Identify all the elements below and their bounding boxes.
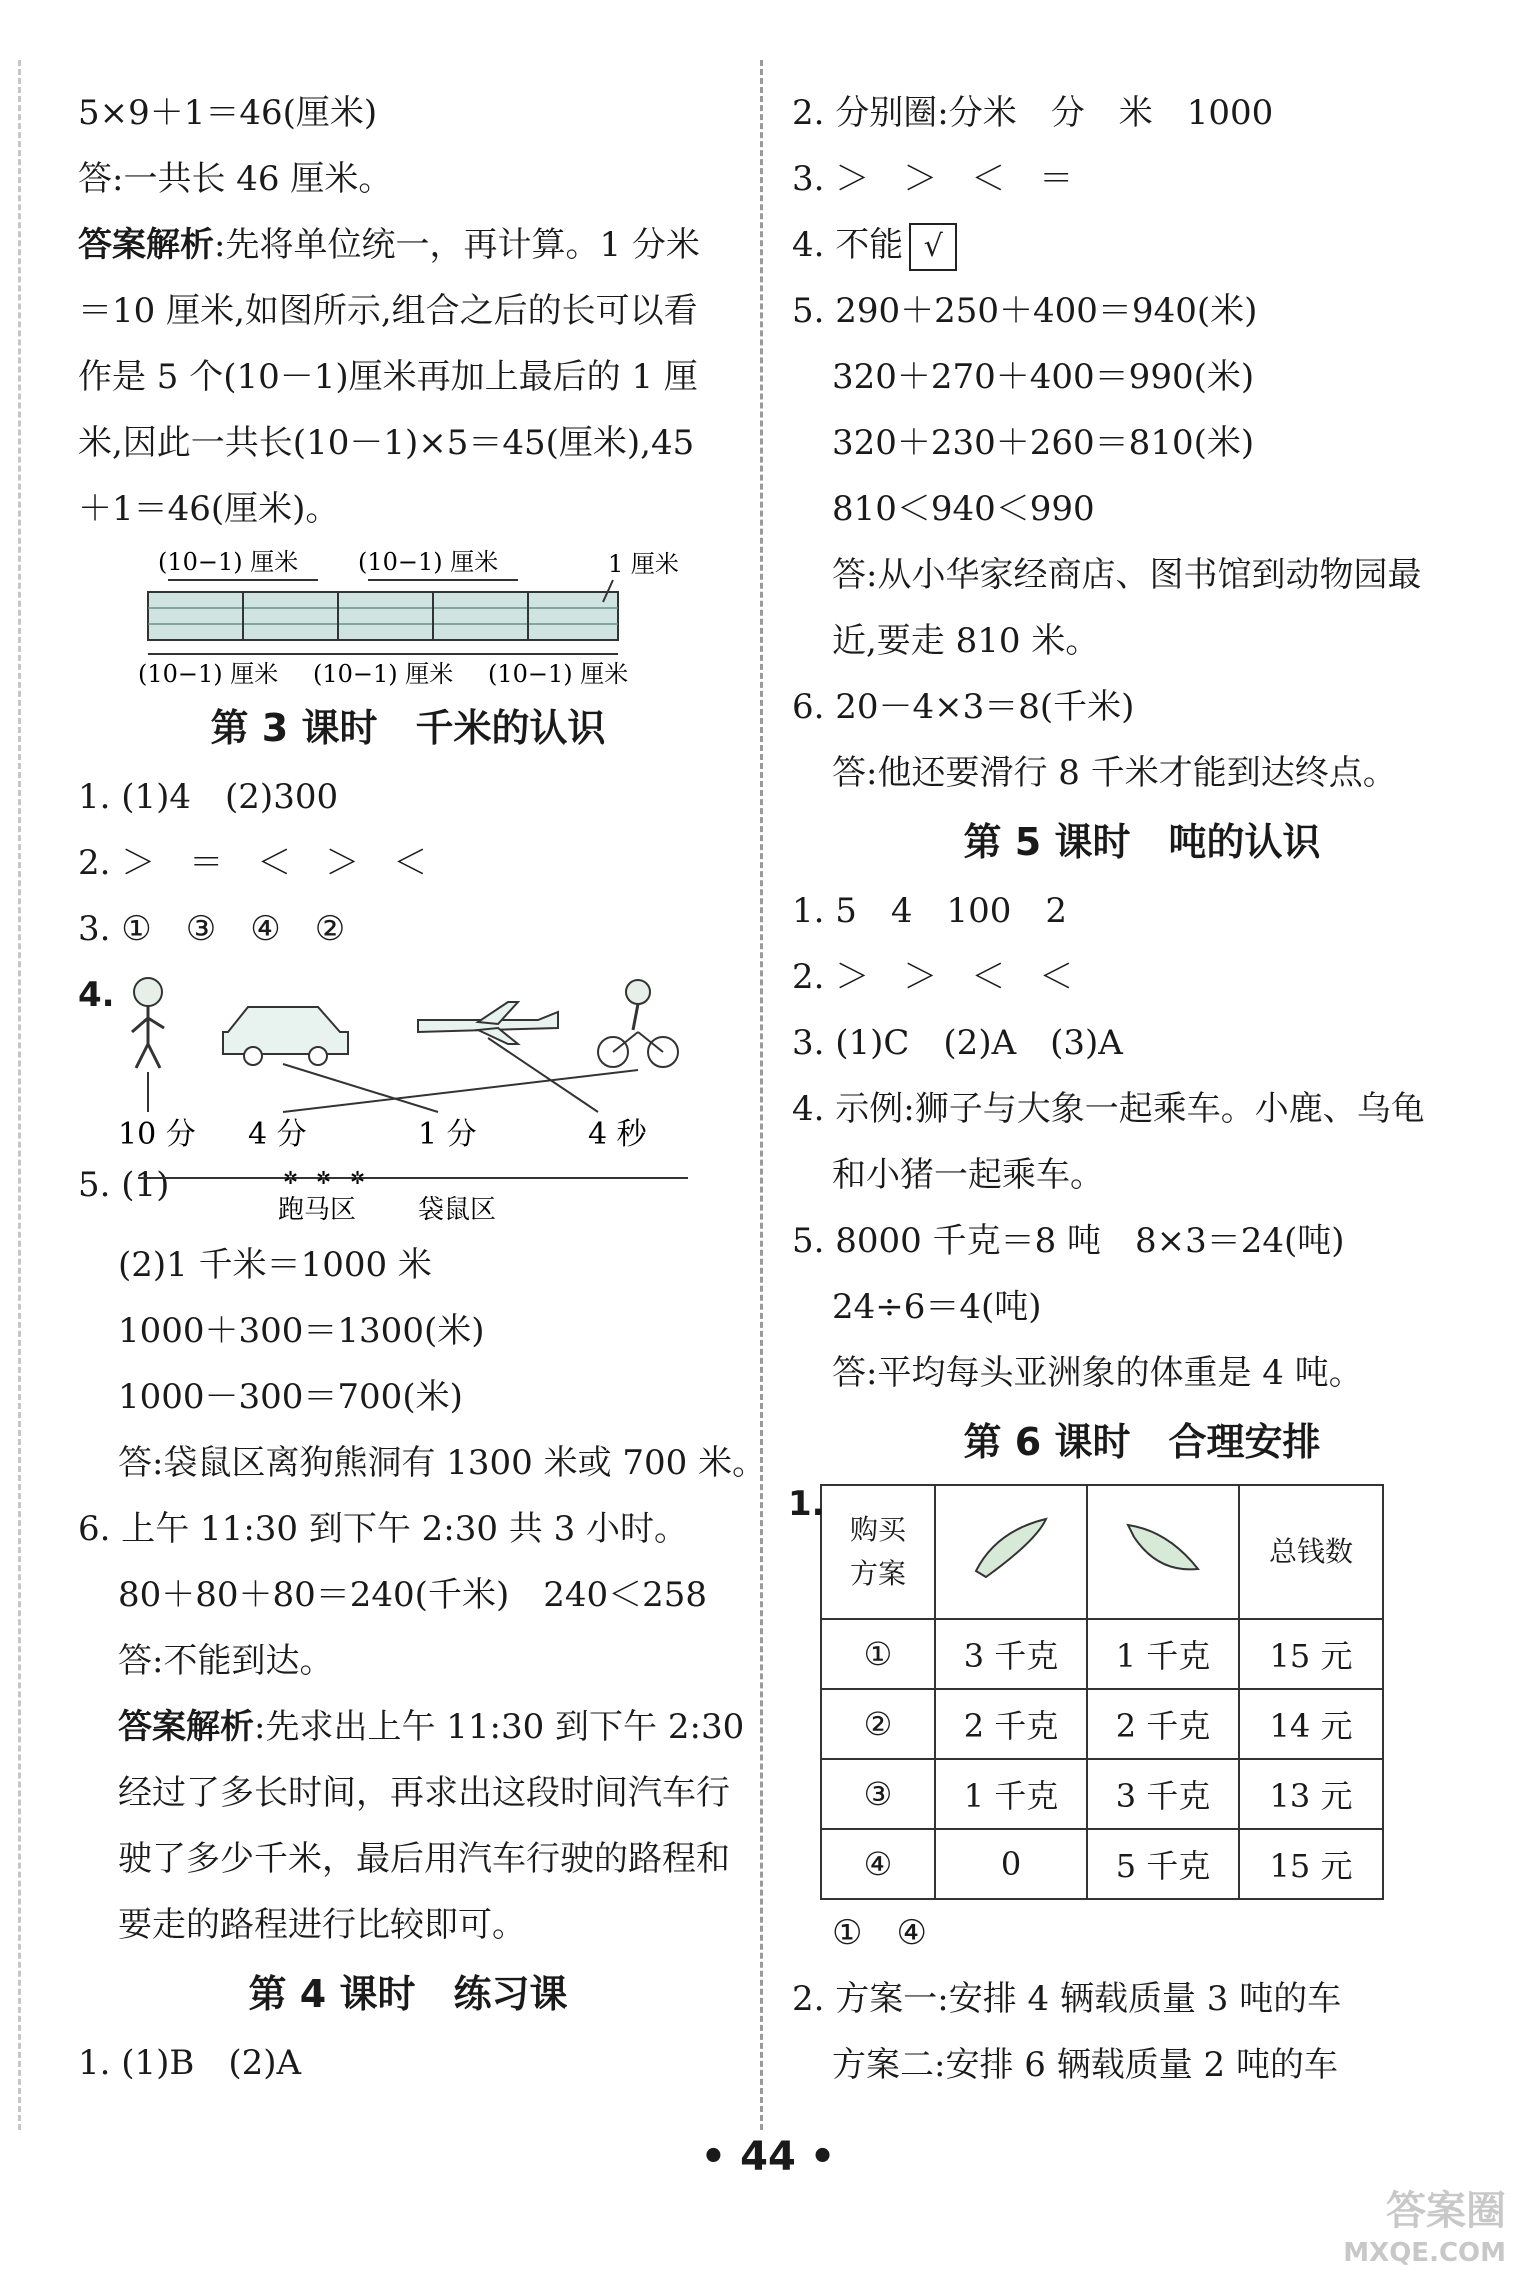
calc-line: 5×9＋1＝46(厘米) [78, 93, 378, 133]
analysis-line [78, 1694, 745, 1760]
ruler-right-label: 1 厘米 [608, 550, 679, 578]
watermark [1343, 2190, 1506, 2274]
time-label: 1 分 [418, 1117, 477, 1152]
cucumber-header [935, 1485, 1087, 1619]
analysis-line: 作是 5 个(10－1)厘米再加上最后的 1 厘 [78, 357, 698, 397]
table-block [788, 1484, 1492, 1900]
runner-icon [132, 978, 164, 1068]
r-line: 2. 分别圈:分米 分 米 1000 [792, 93, 1274, 133]
table-cell: 14 元 [1239, 1689, 1383, 1759]
star-icon: ✲ [316, 1168, 332, 1189]
left-column [78, 80, 767, 2096]
ruler-bottom-label: (10−1) 厘米 [138, 660, 279, 688]
check-icon: √ [909, 223, 957, 271]
eggplant-header [1087, 1485, 1239, 1619]
q4-number: 4. [78, 975, 115, 1015]
ruler-bottom-label: (10−1) 厘米 [488, 660, 629, 688]
table-cell: 15 元 [1239, 1619, 1383, 1689]
ruler-figure [78, 542, 738, 692]
cyclist-icon [598, 980, 678, 1067]
total-header: 总钱数 [1239, 1485, 1383, 1619]
r-line: 答:从小华家经商店、图书馆到动物园最 [832, 555, 1422, 595]
s-line: 4. 示例:狮子与大象一起乘车。小鹿、乌龟 [792, 1089, 1425, 1129]
r-text: 4. 不能 [792, 225, 904, 265]
airplane-icon [418, 1002, 558, 1044]
q6-line: 80＋80＋80＝240(千米) 240＜258 [118, 1575, 708, 1615]
header-text: 购买 [849, 1513, 906, 1546]
analysis-line: ＝10 厘米,如图所示,组合之后的长可以看 [78, 291, 698, 331]
r-line: 答:他还要滑行 8 千米才能到达终点。 [832, 753, 1397, 793]
map-label: 跑马区 [278, 1195, 357, 1225]
table-cell: 2 千克 [935, 1689, 1087, 1759]
star-icon: ✲ [283, 1168, 299, 1189]
q6-line: 答:不能到达。 [118, 1641, 334, 1681]
q5-map-line [78, 1152, 738, 1232]
map-label: 袋鼠区 [418, 1195, 497, 1225]
table-cell: 3 千克 [1087, 1759, 1239, 1829]
table-cell: 1 千克 [935, 1759, 1087, 1829]
q2-line: 2. ＞ ＝ ＜ ＞ ＜ [78, 843, 428, 883]
section-heading-4: 第 4 课时 练习课 [248, 1972, 568, 2016]
r-line: 320＋230＋260＝810(米) [832, 423, 1255, 463]
q5-number: 5. (1) [78, 1165, 170, 1205]
p-line: 2. 方案一:安排 4 辆载质量 3 吨的车 [792, 1979, 1342, 2019]
s-line: 3. (1)C (2)A (3)A [792, 1023, 1123, 1063]
watermark-top: 答案圈 [1386, 2188, 1506, 2234]
analysis-line: 要走的路程进行比较即可。 [118, 1905, 526, 1945]
column-divider [760, 60, 763, 2130]
r-line [792, 212, 1492, 278]
ruler-top-label: (10−1) 厘米 [358, 548, 499, 576]
analysis-label: 答案解析 [118, 1707, 254, 1747]
q4-block [78, 962, 738, 1152]
analysis-text: :先将单位统一，再计算。1 分米 [214, 225, 700, 265]
table-cell: 2 千克 [1087, 1689, 1239, 1759]
analysis-text: :先求出上午 11:30 到下午 2:30 [254, 1707, 745, 1747]
table-header-row [821, 1485, 1383, 1619]
scheme-header [821, 1485, 935, 1619]
q6-line: 6. 上午 11:30 到下午 2:30 共 3 小时。 [78, 1509, 689, 1549]
analysis-line: 驶了多少千米，最后用汽车行驶的路程和 [118, 1839, 730, 1879]
time-label: 10 分 [118, 1117, 196, 1152]
analysis-line: 经过了多长时间，再求出这段时间汽车行 [118, 1773, 730, 1813]
watermark-bottom: MXQE.COM [1343, 2238, 1506, 2268]
matching-figure [118, 972, 738, 1152]
table-row [821, 1619, 1383, 1689]
table-cell: 0 [935, 1829, 1087, 1899]
eggplant-icon [1118, 1511, 1208, 1581]
route-map [138, 1162, 698, 1232]
car-icon [223, 1007, 348, 1065]
table-cell: 13 元 [1239, 1759, 1383, 1829]
section-heading-6: 第 6 课时 合理安排 [963, 1420, 1321, 1464]
s-line: 答:平均每头亚洲象的体重是 4 吨。 [832, 1353, 1363, 1393]
s-line: 和小猪一起乘车。 [832, 1155, 1104, 1195]
purchase-table [820, 1484, 1384, 1900]
q5-line: 1000＋300＝1300(米) [118, 1311, 485, 1351]
table-answer: ① ④ [832, 1913, 927, 1953]
star-icon: ✲ [350, 1168, 366, 1189]
table-cell: 3 千克 [935, 1619, 1087, 1689]
analysis-line: ＋1＝46(厘米)。 [78, 489, 340, 529]
right-column [788, 80, 1492, 2098]
q5-line: 答:袋鼠区离狗熊洞有 1300 米或 700 米。 [118, 1443, 767, 1483]
section-heading-3: 第 3 课时 千米的认识 [210, 706, 606, 750]
analysis-line [78, 212, 738, 278]
left-edge-line [18, 60, 21, 2130]
s-line: 24÷6＝4(吨) [832, 1287, 1042, 1327]
table-row [821, 1829, 1383, 1899]
table-row [821, 1759, 1383, 1829]
q1-line: 1. (1)4 (2)300 [78, 777, 339, 817]
section-heading-5: 第 5 课时 吨的认识 [963, 820, 1321, 864]
r-line: 3. ＞ ＞ ＜ ＝ [792, 159, 1074, 199]
table-cell: 5 千克 [1087, 1829, 1239, 1899]
ruler-bottom-label: (10−1) 厘米 [313, 660, 454, 688]
table-cell: ② [821, 1689, 935, 1759]
r-line: 5. 290＋250＋400＝940(米) [792, 291, 1258, 331]
page-number: • 44 • [700, 2134, 836, 2180]
r-line: 近,要走 810 米。 [832, 621, 1100, 661]
header-text: 方案 [849, 1557, 906, 1590]
answer-line: 答:一共长 46 厘米。 [78, 159, 393, 199]
table-cell: ③ [821, 1759, 935, 1829]
time-label: 4 秒 [588, 1117, 647, 1152]
r-line: 320＋270＋400＝990(米) [832, 357, 1255, 397]
q5-line: 1000－300＝700(米) [118, 1377, 463, 1417]
cucumber-icon [966, 1511, 1056, 1581]
r-line: 810＜940＜990 [832, 489, 1095, 529]
p-line: 方案二:安排 6 辆载质量 2 吨的车 [832, 2045, 1338, 2085]
table-cell: 15 元 [1239, 1829, 1383, 1899]
analysis-label: 答案解析 [78, 225, 214, 265]
table-cell: 1 千克 [1087, 1619, 1239, 1689]
table-cell: ④ [821, 1829, 935, 1899]
table-cell: ① [821, 1619, 935, 1689]
table-row [821, 1689, 1383, 1759]
q5-line: (2)1 千米＝1000 米 [118, 1245, 432, 1285]
time-label: 4 分 [248, 1117, 307, 1152]
analysis-line: 米,因此一共长(10－1)×5＝45(厘米),45 [78, 423, 695, 463]
ruler-top-label: (10−1) 厘米 [158, 548, 299, 576]
q3-line: 3. ① ③ ④ ② [78, 909, 346, 949]
s-line: 2. ＞ ＞ ＜ ＜ [792, 957, 1074, 997]
s-line: 1. 5 4 100 2 [792, 891, 1068, 931]
r-line: 6. 20－4×3＝8(千米) [792, 687, 1135, 727]
q7-line: 1. (1)B (2)A [78, 2043, 302, 2083]
table-q-number: 1. [788, 1484, 825, 1524]
s-line: 5. 8000 千克＝8 吨 8×3＝24(吨) [792, 1221, 1345, 1261]
